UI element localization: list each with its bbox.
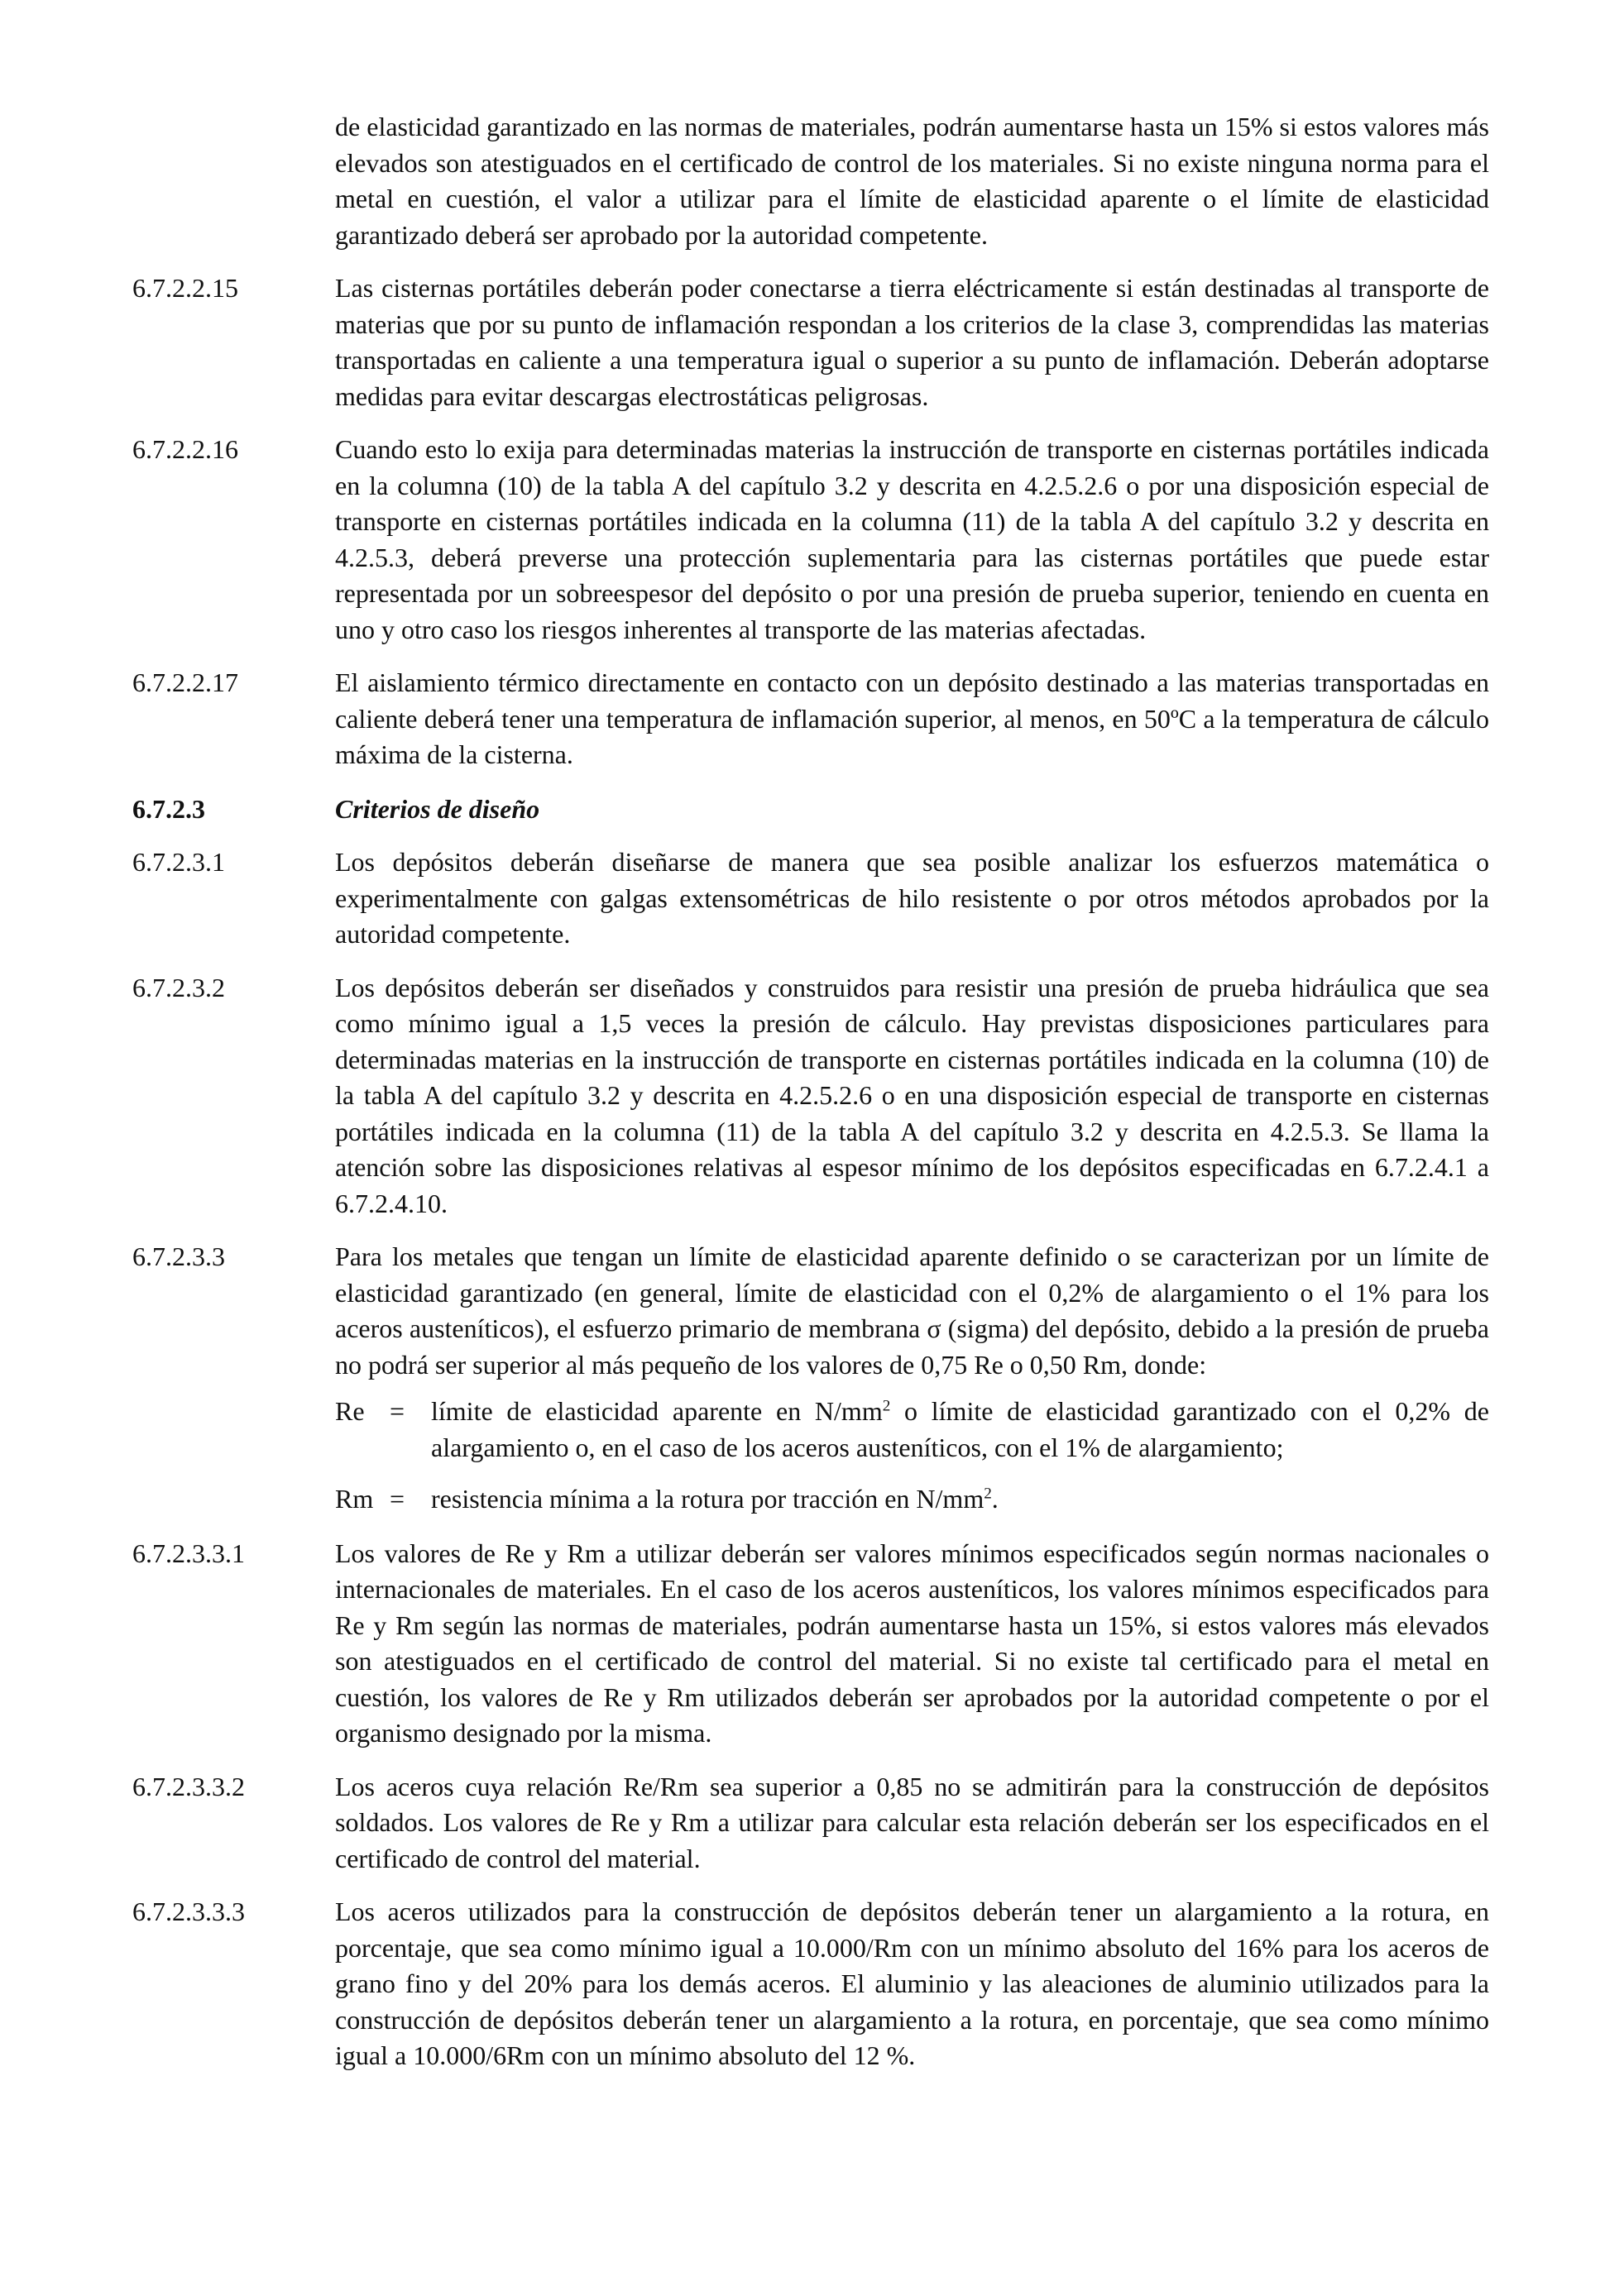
definition-list — [335, 1394, 1489, 1518]
definition-equals: = — [390, 1396, 405, 1426]
definition-text-post: . — [991, 1484, 999, 1514]
paragraph-number: 6.7.2.3.2 — [132, 972, 225, 1002]
definition-text-post: o límite de elasticidad garantizado con el 0,2% de alargamiento o, en el caso de los aceros austeníticos, con el 1% de alargamiento; — [431, 1396, 1489, 1462]
paragraph-text: Los valores de Re y Rm a utilizar deberán ser valores mínimos especificados según normas nacionales o internacionales de materiales. En el caso de los aceros austeníticos, los valores mínimos especificados para Re y Rm según las normas de materiales, podrán aumentarse hasta un 15%, si estos valores más elevados son atestiguados en el certificado de control del material. Si no existe tal certificado para el metal en cuestión, los valores de Re y Rm utilizados deberán ser aprobados por la autoridad competente o por el organismo designado por la misma. — [335, 1538, 1489, 1748]
paragraph-text: Los depósitos deberán diseñarse de manera que sea posible analizar los esfuerzos matemática o experimentalmente con galgas extensométricas de hilo resistente o por otros métodos aprobados por la autoridad competente. — [335, 847, 1489, 949]
section-heading — [132, 792, 1489, 828]
definition-symbol: Rm — [335, 1484, 374, 1514]
paragraph-text: Los depósitos deberán ser diseñados y construidos para resistir una presión de prueba hidráulica que sea como mínimo igual a 1,5 veces la presión de cálculo. Hay previstas disposiciones particulares para determinadas materias en la instrucción de transporte en cisternas portátiles indicada en la columna (10) de la tabla A del capítulo 3.2 y descrita en 4.2.5.2.6 o en una disposición especial de transporte en cisternas portátiles indicada en la columna (11) de la tabla A del capítulo 3.2 y descrita en 4.2.5.3. Se llama la atención sobre las disposiciones relativas al espesor mínimo de los depósitos especificadas en 6.7.2.4.1 a 6.7.2.4.10. — [335, 972, 1489, 1218]
section-title: Criterios de diseño — [335, 793, 540, 824]
paragraph-number: 6.7.2.2.16 — [132, 434, 238, 464]
definition-text — [431, 1394, 1489, 1466]
definition-re — [335, 1394, 1489, 1466]
paragraph-6-7-2-3-3-2 — [132, 1769, 1489, 1877]
paragraph-text: Los aceros utilizados para la construcción de depósitos deberán tener un alargamiento a la rotura, en porcentaje, que sea como mínimo igual a 10.000/Rm con un mínimo absoluto del 16% para los aceros de grano fino y del 20% para los demás aceros. El aluminio y las aleaciones de aluminio utilizados para la construcción de depósitos deberán tener un alargamiento a la rotura, en porcentaje, que sea como mínimo igual a 10.000/6Rm con un mínimo absoluto del 12 %. — [335, 1897, 1489, 2070]
paragraph-text: Para los metales que tengan un límite de elasticidad aparente definido o se caracterizan por un límite de elasticidad garantizado (en general, límite de elasticidad con el 0,2% de alargamiento o el 1% para los aceros austeníticos), el esfuerzo primario de membrana σ (sigma) del depósito, debido a la presión de prueba no podrá ser superior al más pequeño de los valores de 0,75 Re o 0,50 Rm, donde: — [335, 1241, 1489, 1380]
paragraph-number: 6.7.2.3.3.2 — [132, 1771, 245, 1801]
section-number: 6.7.2.3 — [132, 793, 205, 824]
paragraph-6-7-2-3-3-1 — [132, 1536, 1489, 1752]
definition-text-pre: resistencia mínima a la rotura por tracción en N/mm — [431, 1484, 984, 1514]
paragraph-text: El aislamiento térmico directamente en contacto con un depósito destinado a las materias transportadas en caliente deberá tener una temperatura de inflamación superior, al menos, en 50ºC a la temperatura de cálculo máxima de la cisterna. — [335, 667, 1489, 769]
paragraph-6-7-2-3-3 — [132, 1239, 1489, 1383]
paragraph-text: Cuando esto lo exija para determinadas materias la instrucción de transporte en cisternas portátiles indicada en la columna (10) de la tabla A del capítulo 3.2 y descrita en 4.2.5.2.6 o por una disposición especial de transporte en cisternas portátiles indicada en la columna (11) de la tabla A del capítulo 3.2 y descrita en 4.2.5.3, deberá preverse una protección suplementaria para las cisternas portátiles que puede estar representada por un sobreespesor del depósito o por una presión de prueba superior, teniendo en cuenta en uno y otro caso los riesgos inherentes al transporte de las materias afectadas. — [335, 434, 1489, 644]
document-body — [132, 109, 1489, 2092]
paragraph-6-7-2-3-1 — [132, 844, 1489, 953]
paragraph-text: de elasticidad garantizado en las normas de materiales, podrán aumentarse hasta un 15% si estos valores más elevados son atestiguados en el certificado de control de los materiales. Si no existe ninguna norma para el metal en cuestión, el valor a utilizar para el límite de elasticidad aparente o el límite de elasticidad garantizado deberá ser aprobado por la autoridad competente. — [335, 112, 1489, 250]
paragraph-6-7-2-3-2 — [132, 970, 1489, 1222]
paragraph-6-7-2-2-17 — [132, 665, 1489, 773]
definition-equals: = — [390, 1484, 405, 1514]
definition-text-pre: límite de elasticidad aparente en N/mm — [431, 1396, 883, 1426]
paragraph-number: 6.7.2.3.1 — [132, 847, 225, 877]
paragraph-6-7-2-2-16 — [132, 432, 1489, 648]
paragraph-text: Los aceros cuya relación Re/Rm sea superior a 0,85 no se admitirán para la construcción de depósitos soldados. Los valores de Re y Rm a utilizar para calcular esta relación deberán ser los especificados en el certificado de control del material. — [335, 1771, 1489, 1873]
superscript: 2 — [984, 1485, 992, 1503]
paragraph-number: 6.7.2.2.15 — [132, 273, 238, 303]
paragraph-number: 6.7.2.3.3.3 — [132, 1897, 245, 1926]
superscript: 2 — [882, 1397, 891, 1415]
definition-rm — [335, 1481, 1489, 1518]
paragraph-6-7-2-2-15 — [132, 270, 1489, 414]
paragraph-number: 6.7.2.3.3 — [132, 1241, 225, 1271]
paragraph-number: 6.7.2.3.3.1 — [132, 1538, 245, 1568]
definition-symbol: Re — [335, 1396, 365, 1426]
section-heading-wrap — [132, 792, 1489, 828]
definition-text — [431, 1481, 1489, 1518]
paragraph-text: Las cisternas portátiles deberán poder conectarse a tierra eléctricamente si están destinadas al transporte de materias que por su punto de inflamación respondan a los criterios de la clase 3, comprendidas las materias transportadas en caliente a una temperatura igual o superior a su punto de inflamación. Deberán adoptarse medidas para evitar descargas electrostáticas peligrosas. — [335, 273, 1489, 411]
paragraph-continuation — [132, 109, 1489, 253]
paragraph-number: 6.7.2.2.17 — [132, 667, 238, 697]
paragraph-number — [132, 109, 335, 253]
paragraph-6-7-2-3-3-3 — [132, 1894, 1489, 2074]
